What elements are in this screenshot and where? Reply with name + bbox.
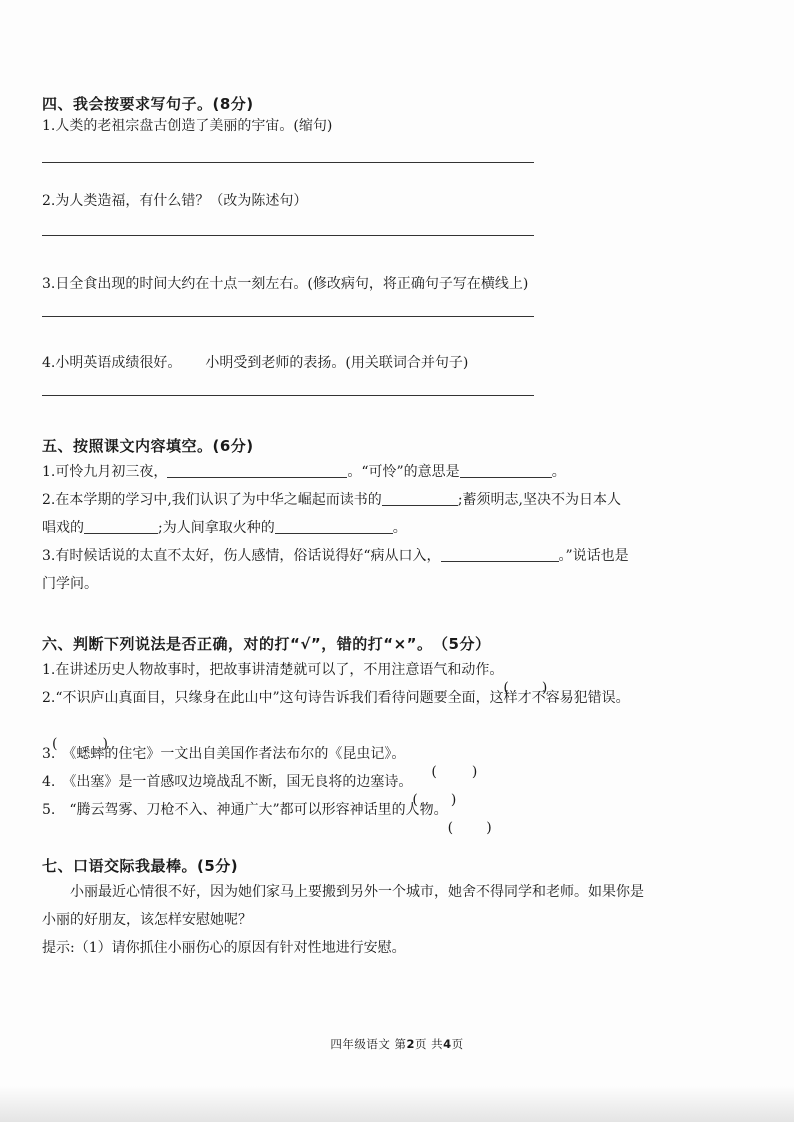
s6-q3-text: 3. 《蟋蟀的住宅》一文出自美国作者法布尔的《昆虫记》。 [42, 746, 406, 762]
s5-q3-text-b: 。”说话也是 [558, 548, 629, 564]
s5-q2-blank-1[interactable] [382, 491, 458, 506]
s5-q2-blank-2[interactable] [84, 519, 158, 534]
page-footer [0, 1036, 794, 1052]
s4-question-1: 1.人类的老祖宗盘古创造了美丽的宇宙。(缩句) [42, 118, 333, 134]
s4-question-4-part-2: 小明受到老师的表扬。(用关联词合并句子) [205, 355, 469, 371]
footer-page-number: 2 [406, 1037, 415, 1051]
s4-question-4-part-1: 4.小明英语成绩很好。 [42, 355, 182, 371]
s7-hint: 提示:（1）请你抓住小丽伤心的原因有针对性地进行安慰。 [42, 940, 406, 956]
section-7-title: 七、口语交际我最棒。(5分) [42, 857, 239, 875]
s6-question-2 [42, 684, 742, 740]
s6-question-5 [42, 796, 742, 824]
s6-q4-text: 4. 《出塞》是一首感叹边境战乱不断，国无良将的边塞诗。 [42, 774, 413, 790]
s5-q2-text-c: 唱戏的 [42, 520, 84, 536]
s4-answer-line-4[interactable] [42, 395, 534, 396]
section-7 [42, 854, 742, 962]
section-5-title: 五、按照课文内容填空。(6分) [42, 437, 254, 455]
s5-q1-text-b: 。“可怜”的意思是 [347, 464, 460, 480]
s6-q2-text: 2.“不识庐山真面目，只缘身在此山中”这句诗告诉我们看待问题要全面，这样才不容易犯错误。 [42, 690, 630, 706]
s5-q1-blank-2[interactable] [460, 463, 552, 478]
footer-text-b: 页 共 [415, 1037, 444, 1051]
s5-q1-text-c: 。 [551, 464, 566, 480]
section-4-title: 四、我会按要求写句子。(8分) [42, 95, 254, 113]
scan-page-edge [0, 1086, 794, 1122]
s5-q3-blank-1[interactable] [441, 547, 559, 562]
s7-paragraph-2: 小丽的好朋友，该怎样安慰她呢？ [42, 912, 252, 928]
s5-q2-text-e: 。 [392, 520, 407, 536]
s4-answer-line-2[interactable] [42, 235, 534, 236]
s6-question-1 [42, 656, 742, 684]
s5-question-2 [42, 486, 742, 542]
s6-question-4 [42, 768, 742, 796]
s5-q1-text-a: 1.可怜九月初三夜， [42, 464, 168, 480]
section-5 [42, 434, 742, 598]
s5-q1-blank-1[interactable] [167, 463, 347, 478]
section-6-title: 六、判断下列说法是否正确，对的打“√”，错的打“×”。 （5分） [42, 635, 491, 653]
s5-q3-text-a: 3.有时候话说的太直不太好，伤人感情，俗话说得好“病从口入， [42, 548, 441, 564]
s6-q5-text: 5. “腾云驾雾、刀枪不入、神通广大”都可以形容神话里的人物。 [42, 802, 448, 818]
s7-paragraph-1: 小丽最近心情很不好，因为她们家马上要搬到另外一个城市，她舍不得同学和老师。如果你是 [70, 884, 644, 900]
s4-question-3: 3.日全食出现的时间大约在十点一刻左右。(修改病句，将正确句子写在横线上) [42, 276, 529, 292]
footer-total-pages: 4 [443, 1037, 452, 1051]
s4-question-4 [42, 353, 742, 373]
s4-answer-line-1[interactable] [42, 162, 534, 163]
s4-answer-line-3[interactable] [42, 316, 534, 317]
s5-q2-text-a: 2.在本学期的学习中,我们认识了为中华之崛起而读书的 [42, 492, 382, 508]
s6-q1-text: 1.在讲述历史人物故事时，把故事讲清楚就可以了，不用注意语气和动作。 [42, 662, 504, 678]
page-content [42, 92, 742, 962]
s5-question-1 [42, 458, 742, 486]
s5-q2-blank-3[interactable] [275, 519, 393, 534]
section-4 [42, 92, 742, 396]
s5-q2-text-b: ;蓄须明志,坚决不为日本人 [457, 492, 621, 508]
footer-text-c: 页 [451, 1037, 464, 1051]
footer-text-a: 四年级语文 第 [330, 1037, 407, 1051]
s5-q3-text-c: 门学问。 [42, 576, 98, 592]
s5-question-3 [42, 542, 742, 598]
s6-question-3 [42, 740, 742, 768]
section-6 [42, 632, 742, 824]
s5-q2-text-d: ;为人间拿取火种的 [158, 520, 275, 536]
s4-question-2: 2.为人类造福，有什么错？（改为陈述句） [42, 193, 308, 209]
